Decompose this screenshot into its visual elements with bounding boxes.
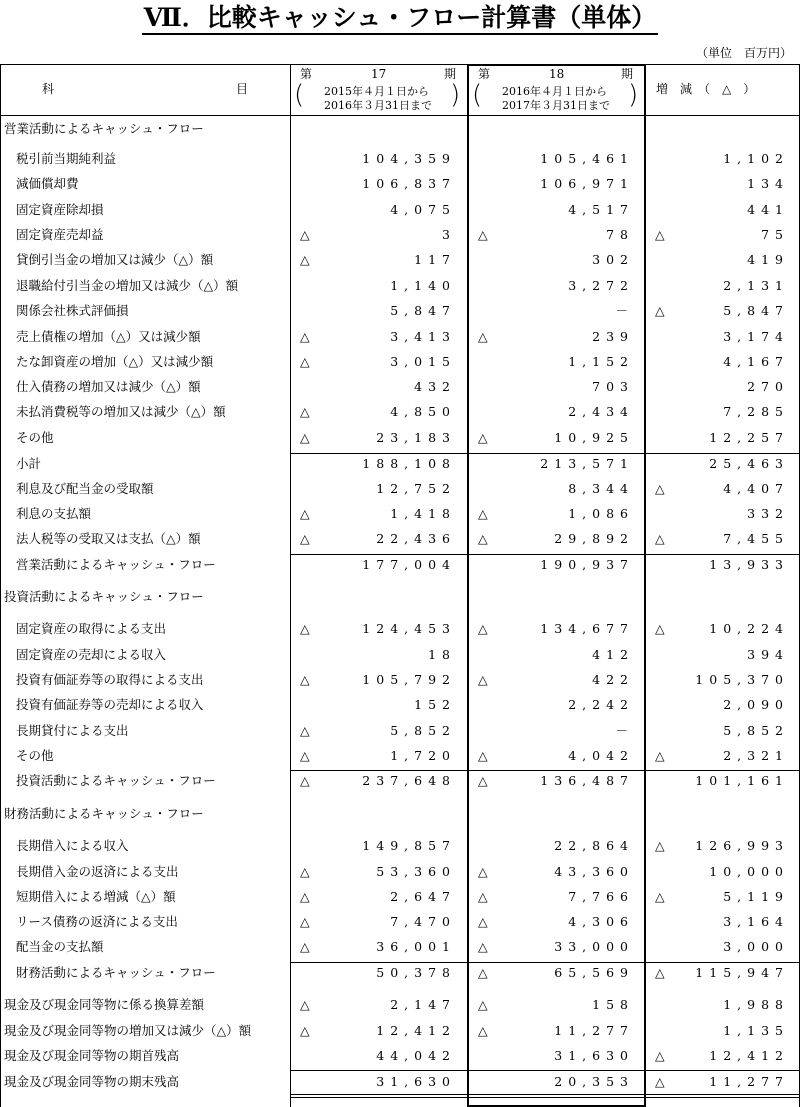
row-label: 貸倒引当金の増加又は減少（△）額 bbox=[16, 252, 214, 267]
value-cell: 1,418 bbox=[390, 506, 456, 521]
value-cell: 10,224 bbox=[709, 621, 789, 636]
value-cell: 2,434 bbox=[568, 404, 634, 419]
value-cell: 441 bbox=[747, 202, 789, 217]
value-cell: 2,147 bbox=[390, 997, 456, 1012]
negative-marker: △ bbox=[300, 506, 310, 521]
bracket-right-17: ) bbox=[450, 80, 461, 110]
header-p17-c: 期 bbox=[444, 67, 457, 81]
value-cell: 158 bbox=[592, 997, 634, 1012]
value-cell: 106,971 bbox=[540, 176, 634, 191]
value-cell: 106,837 bbox=[362, 176, 456, 191]
value-cell: 65,569 bbox=[554, 965, 634, 980]
row-label: 営業活動によるキャッシュ・フロー bbox=[16, 557, 216, 572]
negative-marker: △ bbox=[300, 227, 310, 242]
value-cell: 36,001 bbox=[376, 939, 456, 954]
value-cell: 7,470 bbox=[390, 914, 456, 929]
value-cell: 44,042 bbox=[376, 1048, 456, 1063]
negative-marker: △ bbox=[478, 672, 488, 687]
value-cell: 117 bbox=[414, 252, 456, 267]
value-cell: 177,004 bbox=[362, 557, 456, 572]
header-p17-a: 第 bbox=[300, 67, 313, 81]
row-label: 長期貸付による支出 bbox=[16, 723, 129, 738]
value-cell: 1,988 bbox=[723, 997, 789, 1012]
frame-top bbox=[0, 64, 800, 65]
header-p17-from: 2015年４月１日から bbox=[324, 85, 429, 98]
row-label: 現金及び現金同等物の増加又は減少（△）額 bbox=[4, 1023, 252, 1038]
negative-marker: △ bbox=[478, 531, 488, 546]
negative-marker: △ bbox=[478, 914, 488, 929]
value-cell: 3 bbox=[442, 227, 456, 242]
negative-marker: △ bbox=[478, 1023, 488, 1038]
negative-marker: △ bbox=[300, 889, 310, 904]
value-cell: 23,183 bbox=[376, 430, 456, 445]
value-cell: 105,461 bbox=[540, 151, 634, 166]
row-label: 利息及び配当金の受取額 bbox=[16, 481, 154, 496]
value-cell: 4,042 bbox=[568, 748, 634, 763]
value-cell: 5,119 bbox=[723, 889, 789, 904]
row-label: 長期借入による収入 bbox=[16, 838, 129, 853]
row-label: 配当金の支払額 bbox=[16, 939, 104, 954]
negative-marker: △ bbox=[655, 481, 665, 496]
row-label: 投資活動によるキャッシュ・フロー bbox=[4, 589, 204, 604]
value-cell: 2,321 bbox=[723, 748, 789, 763]
negative-marker: △ bbox=[655, 227, 665, 242]
bracket-left-17: ( bbox=[294, 80, 305, 110]
value-cell: 152 bbox=[414, 697, 456, 712]
row-label: 現金及び現金同等物に係る換算差額 bbox=[4, 997, 205, 1012]
value-cell: 78 bbox=[606, 227, 634, 242]
unit-note: （単位 百万円） bbox=[695, 46, 792, 60]
value-cell: 1,102 bbox=[723, 151, 789, 166]
value-cell: － bbox=[615, 303, 634, 318]
header-p18-from: 2016年４月１日から bbox=[502, 85, 607, 98]
value-cell: 3,164 bbox=[723, 914, 789, 929]
value-cell: 53,360 bbox=[376, 864, 456, 879]
negative-marker: △ bbox=[655, 889, 665, 904]
value-cell: 237,648 bbox=[362, 773, 456, 788]
value-cell: 8,344 bbox=[568, 481, 634, 496]
negative-marker: △ bbox=[478, 506, 488, 521]
negative-marker: △ bbox=[655, 303, 665, 318]
negative-marker: △ bbox=[300, 354, 310, 369]
negative-marker: △ bbox=[300, 1023, 310, 1038]
negative-marker: △ bbox=[300, 773, 310, 788]
value-cell: 126,993 bbox=[695, 838, 789, 853]
value-cell: 7,455 bbox=[723, 531, 789, 546]
page-title bbox=[0, 2, 800, 34]
value-cell: － bbox=[615, 723, 634, 738]
value-cell: 101,161 bbox=[695, 773, 789, 788]
negative-marker: △ bbox=[300, 430, 310, 445]
header-subject-right: 目 bbox=[236, 82, 249, 96]
col-line-17 bbox=[290, 64, 291, 1107]
value-cell: 4,407 bbox=[723, 481, 789, 496]
value-cell: 213,571 bbox=[540, 456, 634, 471]
row-label: 固定資産の売却による収入 bbox=[16, 647, 167, 662]
negative-marker: △ bbox=[655, 1074, 665, 1089]
value-cell: 5,852 bbox=[723, 723, 789, 738]
negative-marker: △ bbox=[478, 864, 488, 879]
value-cell: 1,152 bbox=[568, 354, 634, 369]
value-cell: 18 bbox=[428, 647, 456, 662]
sep-investing bbox=[290, 770, 800, 771]
header-p18-c: 期 bbox=[621, 67, 634, 81]
negative-marker: △ bbox=[655, 965, 665, 980]
row-label: その他 bbox=[16, 430, 54, 445]
row-label: 固定資産売却益 bbox=[16, 227, 104, 242]
value-cell: 43,360 bbox=[554, 864, 634, 879]
value-cell: 4,517 bbox=[568, 202, 634, 217]
value-cell: 10,000 bbox=[709, 864, 789, 879]
row-label: 売上債権の増加（△）又は減少額 bbox=[16, 329, 201, 344]
value-cell: 5,852 bbox=[390, 723, 456, 738]
value-cell: 124,453 bbox=[362, 621, 456, 636]
value-cell: 2,090 bbox=[723, 697, 789, 712]
value-cell: 3,174 bbox=[723, 329, 789, 344]
value-cell: 136,487 bbox=[540, 773, 634, 788]
sep-subtotal bbox=[290, 453, 800, 454]
header-p18-b: 18 bbox=[549, 67, 565, 81]
value-cell: 3,000 bbox=[723, 939, 789, 954]
value-cell: 2,242 bbox=[568, 697, 634, 712]
value-cell: 3,413 bbox=[390, 329, 456, 344]
value-cell: 4,167 bbox=[723, 354, 789, 369]
row-label: その他 bbox=[16, 748, 54, 763]
value-cell: 412 bbox=[592, 647, 634, 662]
value-cell: 20,353 bbox=[554, 1074, 634, 1089]
value-cell: 115,947 bbox=[695, 965, 789, 980]
value-cell: 190,937 bbox=[540, 557, 634, 572]
negative-marker: △ bbox=[478, 621, 488, 636]
value-cell: 4,075 bbox=[390, 202, 456, 217]
value-cell: 31,630 bbox=[554, 1048, 634, 1063]
negative-marker: △ bbox=[300, 672, 310, 687]
value-cell: 105,792 bbox=[362, 672, 456, 687]
sep-ending-double bbox=[290, 1097, 800, 1098]
value-cell: 11,277 bbox=[554, 1023, 634, 1038]
negative-marker: △ bbox=[300, 329, 310, 344]
header-p17-to: 2016年３月31日まで bbox=[324, 99, 432, 112]
negative-marker: △ bbox=[300, 748, 310, 763]
row-label: 長期借入金の返済による支出 bbox=[16, 864, 179, 879]
cash-flow-table bbox=[0, 64, 800, 1107]
header-diff: 増 減 （ △ ） bbox=[656, 82, 756, 96]
negative-marker: △ bbox=[300, 914, 310, 929]
negative-marker: △ bbox=[300, 864, 310, 879]
value-cell: 1,086 bbox=[568, 506, 634, 521]
row-label: 短期借入による増減（△）額 bbox=[16, 889, 176, 904]
value-cell: 3,272 bbox=[568, 278, 634, 293]
negative-marker: △ bbox=[300, 621, 310, 636]
value-cell: 270 bbox=[747, 379, 789, 394]
value-cell: 12,412 bbox=[709, 1048, 789, 1063]
row-label: 仕入債務の増加又は減少（△）額 bbox=[16, 379, 201, 394]
sep-ending-bottom bbox=[290, 1094, 800, 1095]
row-label: 投資有価証券等の売却による収入 bbox=[16, 697, 204, 712]
negative-marker: △ bbox=[655, 748, 665, 763]
value-cell: 31,630 bbox=[376, 1074, 456, 1089]
row-label: 財務活動によるキャッシュ・フロー bbox=[4, 806, 204, 821]
value-cell: 2,131 bbox=[723, 278, 789, 293]
value-cell: 1,720 bbox=[390, 748, 456, 763]
value-cell: 134 bbox=[747, 176, 789, 191]
row-label: 利息の支払額 bbox=[16, 506, 92, 521]
row-label: 関係会社株式評価損 bbox=[16, 303, 129, 318]
row-label: 固定資産の取得による支出 bbox=[16, 621, 167, 636]
value-cell: 12,412 bbox=[376, 1023, 456, 1038]
value-cell: 13,933 bbox=[709, 557, 789, 572]
value-cell: 12,257 bbox=[709, 430, 789, 445]
row-label: 減価償却費 bbox=[16, 176, 79, 191]
row-label: 営業活動によるキャッシュ・フロー bbox=[4, 121, 204, 136]
negative-marker: △ bbox=[478, 329, 488, 344]
negative-marker: △ bbox=[478, 965, 488, 980]
value-cell: 75 bbox=[761, 227, 789, 242]
value-cell: 104,359 bbox=[362, 151, 456, 166]
row-label: 投資活動によるキャッシュ・フロー bbox=[16, 773, 216, 788]
row-label: リース債務の返済による支出 bbox=[16, 914, 178, 929]
negative-marker: △ bbox=[478, 997, 488, 1012]
value-cell: 422 bbox=[592, 672, 634, 687]
value-cell: 188,108 bbox=[362, 456, 456, 471]
header-subject-left: 科 bbox=[42, 82, 55, 96]
negative-marker: △ bbox=[655, 531, 665, 546]
row-label: 現金及び現金同等物の期首残高 bbox=[4, 1048, 180, 1063]
value-cell: 149,857 bbox=[362, 838, 456, 853]
value-cell: 7,285 bbox=[723, 404, 789, 419]
col-line-18-right bbox=[644, 64, 646, 1107]
negative-marker: △ bbox=[478, 773, 488, 788]
value-cell: 10,925 bbox=[554, 430, 634, 445]
value-cell: 332 bbox=[747, 506, 789, 521]
negative-marker: △ bbox=[300, 997, 310, 1012]
row-label: 小計 bbox=[16, 456, 42, 471]
negative-marker: △ bbox=[300, 723, 310, 738]
value-cell: 432 bbox=[414, 379, 456, 394]
value-cell: 25,463 bbox=[709, 456, 789, 471]
value-cell: 134,677 bbox=[540, 621, 634, 636]
value-cell: 1,135 bbox=[723, 1023, 789, 1038]
value-cell: 29,892 bbox=[554, 531, 634, 546]
value-cell: 50,378 bbox=[376, 965, 456, 980]
value-cell: 302 bbox=[592, 252, 634, 267]
value-cell: 105,370 bbox=[695, 672, 789, 687]
negative-marker: △ bbox=[478, 748, 488, 763]
header-p18-to: 2017年３月31日まで bbox=[502, 99, 610, 112]
row-label: 財務活動によるキャッシュ・フロー bbox=[16, 965, 216, 980]
row-label: 未払消費税等の増加又は減少（△）額 bbox=[16, 404, 226, 419]
sep-operating bbox=[290, 554, 800, 555]
value-cell: 22,864 bbox=[554, 838, 634, 853]
negative-marker: △ bbox=[655, 838, 665, 853]
row-label: 税引前当期純利益 bbox=[16, 151, 117, 166]
negative-marker: △ bbox=[655, 1048, 665, 1063]
negative-marker: △ bbox=[478, 889, 488, 904]
value-cell: 4,306 bbox=[568, 914, 634, 929]
value-cell: 3,015 bbox=[390, 354, 456, 369]
col18-top-bold bbox=[467, 64, 646, 66]
value-cell: 419 bbox=[747, 252, 789, 267]
value-cell: 5,847 bbox=[390, 303, 456, 318]
negative-marker: △ bbox=[300, 939, 310, 954]
col-line-18-left bbox=[467, 64, 469, 1107]
value-cell: 5,847 bbox=[723, 303, 789, 318]
value-cell: 703 bbox=[592, 379, 634, 394]
value-cell: 1,140 bbox=[390, 278, 456, 293]
negative-marker: △ bbox=[478, 430, 488, 445]
frame-left bbox=[0, 64, 1, 1107]
value-cell: 22,436 bbox=[376, 531, 456, 546]
value-cell: 11,277 bbox=[709, 1074, 789, 1089]
negative-marker: △ bbox=[655, 621, 665, 636]
value-cell: 2,647 bbox=[390, 889, 456, 904]
sep-financing bbox=[290, 962, 800, 963]
value-cell: 394 bbox=[747, 647, 789, 662]
sep-ending-top bbox=[290, 1070, 800, 1071]
row-label: 投資有価証券等の取得による支出 bbox=[16, 672, 204, 687]
negative-marker: △ bbox=[300, 531, 310, 546]
negative-marker: △ bbox=[300, 404, 310, 419]
negative-marker: △ bbox=[478, 939, 488, 954]
header-bottom bbox=[0, 115, 800, 116]
row-label: たな卸資産の増加（△）又は減少額 bbox=[16, 354, 214, 369]
value-cell: 4,850 bbox=[390, 404, 456, 419]
row-label: 法人税等の受取又は支払（△）額 bbox=[16, 531, 201, 546]
value-cell: 239 bbox=[592, 329, 634, 344]
negative-marker: △ bbox=[300, 252, 310, 267]
header-p17-b: 17 bbox=[371, 67, 387, 81]
value-cell: 7,766 bbox=[568, 889, 634, 904]
negative-marker: △ bbox=[478, 227, 488, 242]
bracket-right-18: ) bbox=[628, 80, 639, 110]
row-label: 固定資産除却損 bbox=[16, 202, 104, 217]
value-cell: 33,000 bbox=[554, 939, 634, 954]
bracket-left-18: ( bbox=[472, 80, 483, 110]
row-label: 退職給付引当金の増加又は減少（△）額 bbox=[16, 278, 239, 293]
value-cell: 12,752 bbox=[376, 481, 456, 496]
row-label: 現金及び現金同等物の期末残高 bbox=[4, 1074, 180, 1089]
header-p18-a: 第 bbox=[478, 67, 491, 81]
title-text: Ⅶ．比較キャッシュ・フロー計算書（単体） bbox=[142, 3, 659, 35]
